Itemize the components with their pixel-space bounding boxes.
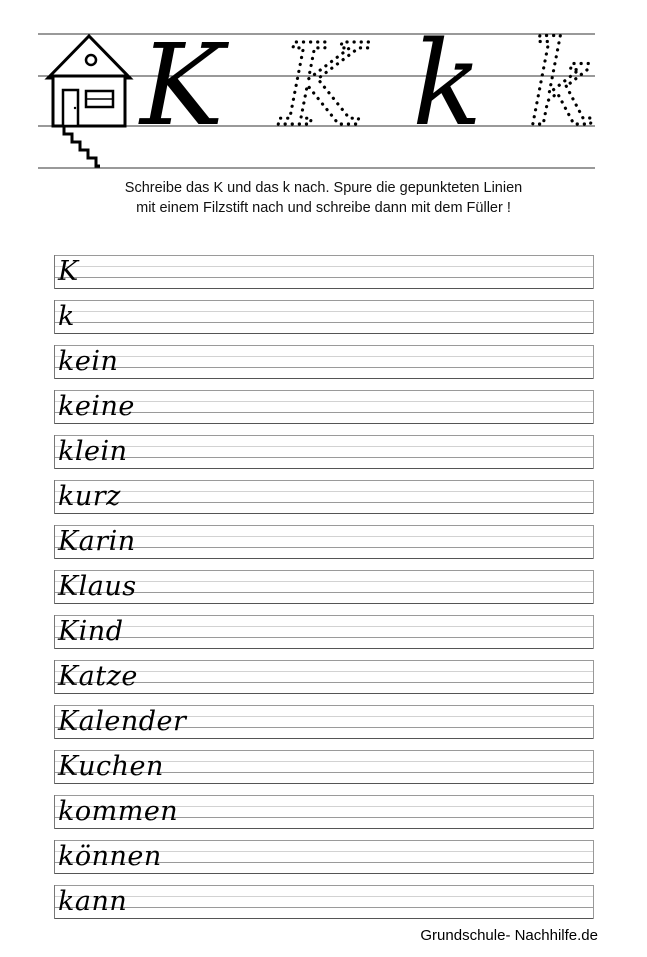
footer-source: Grundschule- Nachhilfe.de <box>420 927 598 944</box>
guide-letter-dotted-upper: K <box>280 21 364 151</box>
practice-row[interactable] <box>54 435 594 469</box>
practice-word: Katze <box>58 661 138 692</box>
practice-row[interactable] <box>54 525 594 559</box>
instructions-line-1: Schreibe das K und das k nach. Spure die gepunkteten Linien <box>124 180 523 196</box>
practice-word: Kind <box>58 616 124 647</box>
practice-word: k <box>58 301 75 332</box>
practice-word: Kalender <box>58 706 187 737</box>
practice-row[interactable] <box>54 570 594 604</box>
practice-row[interactable] <box>54 705 594 739</box>
guide-letter-solid-lower: k <box>412 17 483 152</box>
guide-letter-solid-upper: K <box>140 21 224 151</box>
practice-word: kommen <box>58 796 179 827</box>
practice-word: kurz <box>58 481 121 512</box>
practice-word: Karin <box>58 526 136 557</box>
practice-row[interactable] <box>54 615 594 649</box>
practice-row[interactable] <box>54 390 594 424</box>
practice-row[interactable] <box>54 750 594 784</box>
practice-word: klein <box>58 436 128 467</box>
house-icon <box>48 36 130 126</box>
practice-row[interactable] <box>54 300 594 334</box>
practice-word: K <box>58 256 79 287</box>
practice-word: kann <box>58 886 128 917</box>
practice-row[interactable] <box>54 885 594 919</box>
practice-row[interactable] <box>54 660 594 694</box>
practice-row[interactable] <box>54 795 594 829</box>
letter-guide-header <box>0 0 647 175</box>
practice-word: keine <box>58 391 135 422</box>
practice-word: Kuchen <box>58 751 164 782</box>
stairs-icon <box>64 126 100 166</box>
instructions-line-2: mit einem Filzstift nach und schreibe dann mit dem Füller ! <box>136 200 511 216</box>
practice-row[interactable] <box>54 255 594 289</box>
practice-row[interactable] <box>54 345 594 379</box>
practice-row[interactable] <box>54 480 594 514</box>
instructions <box>0 178 647 218</box>
practice-word: können <box>58 841 162 872</box>
practice-word: kein <box>58 346 119 377</box>
practice-row[interactable] <box>54 840 594 874</box>
practice-word: Klaus <box>58 571 137 602</box>
guide-letter-dotted-lower: k <box>528 17 599 152</box>
